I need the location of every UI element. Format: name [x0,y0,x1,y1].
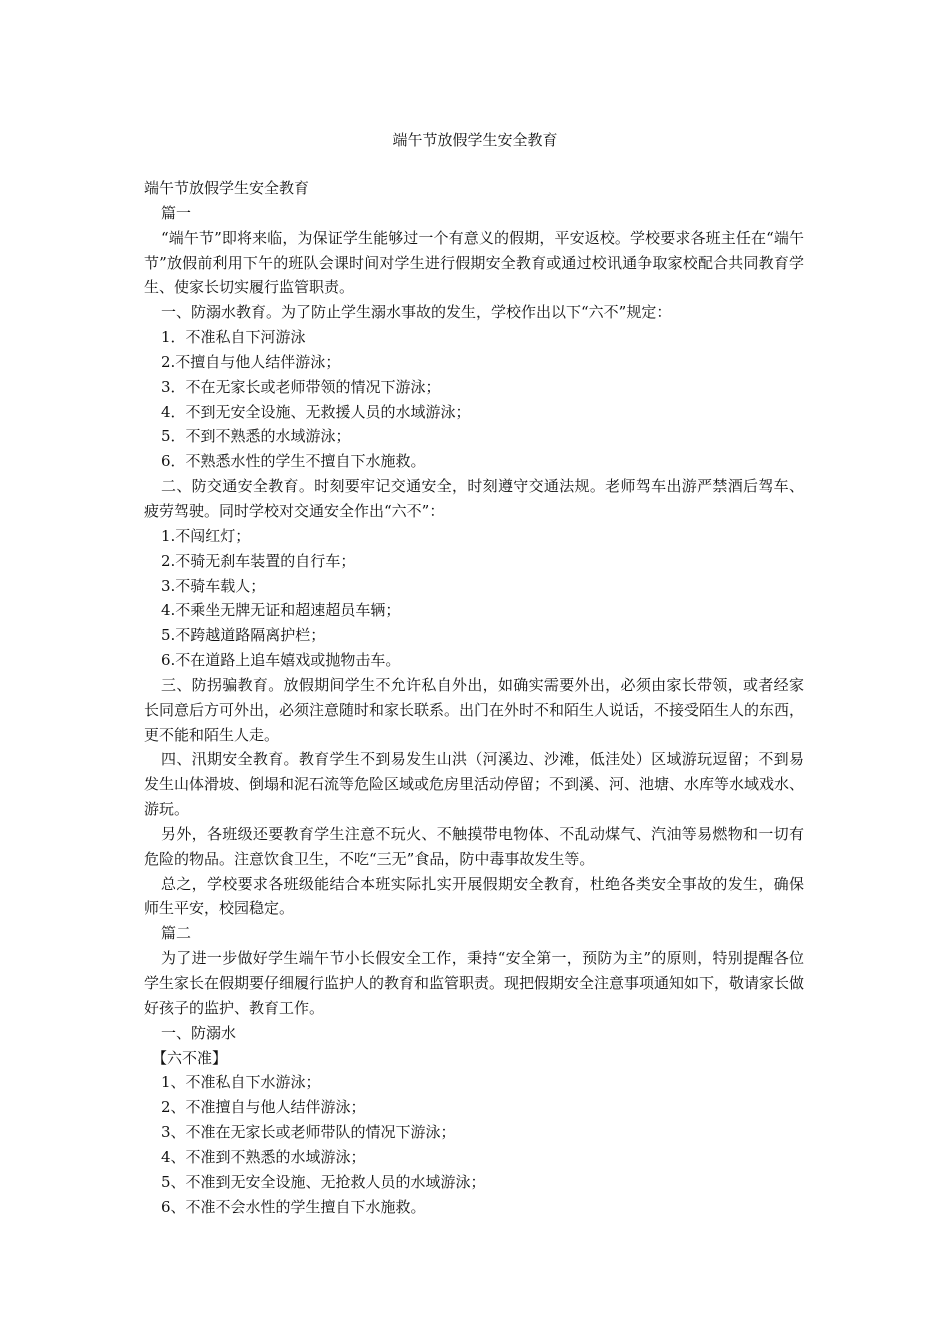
paragraph: 端午节放假学生安全教育 [144,179,310,197]
paragraph: 6.不在道路上追车嬉戏或抛物击车。 [161,651,401,670]
paragraph: 2.不擅自与他人结伴游泳； [161,352,341,371]
paragraph: 3、不准在无家长或老师带队的情况下游泳； [161,1123,456,1142]
paragraph: 总之，学校要求各班级能结合本班实际扎实开展假期安全教育，杜绝各类安全事故的发生，确保师生平安，校园稳定。 [144,874,804,918]
paragraph: 5．不到不熟悉的水域游泳； [161,427,351,446]
paragraph: 二、防交通安全教育。时刻要牢记交通安全，时刻遵守交通法规。老师驾车出游严禁酒后驾车、疲劳驾驶。同时学校对交通安全作出“六不”： [144,477,804,520]
paragraph: 3．不在无家长或老师带领的情况下游泳； [161,377,441,396]
paragraph: 4.不乘坐无牌无证和超速超员车辆； [161,601,401,620]
paragraph: 一、防溺水 [161,1023,237,1042]
paragraph: 4．不到无安全设施、无救援人员的水域游泳； [161,402,471,421]
paragraph: 4、不准到不熟悉的水域游泳； [161,1147,366,1166]
paragraph: 1.不闯红灯； [161,526,251,545]
paragraph: 篇二 [161,924,192,943]
document-body [144,176,804,1219]
paragraph: 另外，各班级还要教育学生注意不玩火、不触摸带电物体、不乱动煤气、汽油等易燃物和一切有危险的物品。注意饮食卫生，不吃“三无”食品，防中毒事故发生等。 [144,824,804,868]
paragraph: 2.不骑无刹车装置的自行车； [161,551,356,570]
paragraph: 为了进一步做好学生端午节小长假安全工作，秉持“安全第一，预防为主”的原则，特别提醒各位学生家长在假期要仔细履行监护人的教育和监管职责。现把假期安全注意事项通知如下，敬请家长做好孩子的监护、教育工作。 [144,949,805,1017]
paragraph: 一、防溺水教育。为了防止学生溺水事故的发生，学校作出以下“六不”规定： [161,303,672,322]
paragraph: “端午节”即将来临，为保证学生能够过一个有意义的假期，平安返校。学校要求各班主任在“端午节”放假前利用下午的班队会课时间对学生进行假期安全教育或通过校讯通争取家校配合共同教育学生、使家长切实履行监管职责。 [144,228,804,297]
paragraph: 四、汛期安全教育。教育学生不到易发生山洪（河溪边、沙滩，低洼处）区域游玩逗留；不到易发生山体滑坡、倒塌和泥石流等危险区域或危房里活动停留；不到溪、河、池塘、水库等水域戏水、游玩。 [144,750,805,819]
paragraph: 1．不准私自下河游泳 [161,328,306,347]
paragraph: 2、不准擅自与他人结伴游泳； [161,1098,366,1117]
paragraph: 5.不跨越道路隔离护栏； [161,626,326,645]
paragraph: 5、不准到无安全设施、无抢救人员的水域游泳； [161,1172,486,1191]
paragraph: 1、不准私自下水游泳； [161,1073,321,1092]
paragraph: 【六不准】 [152,1048,228,1067]
paragraph: 篇一 [161,203,192,222]
paragraph: 3.不骑车载人； [161,576,266,595]
document-title: 端午节放假学生安全教育 [392,131,558,149]
paragraph: 三、防拐骗教育。放假期间学生不允许私自外出，如确实需要外出，必须由家长带领，或者经家长同意后方可外出，必须注意随时和家长联系。出门在外时不和陌生人说话，不接受陌生人的东西，更不能和陌生人走。 [144,675,805,744]
paragraph: 6、不准不会水性的学生擅自下水施救。 [161,1197,426,1216]
paragraph: 6．不熟悉水性的学生不擅自下水施救。 [161,452,426,471]
